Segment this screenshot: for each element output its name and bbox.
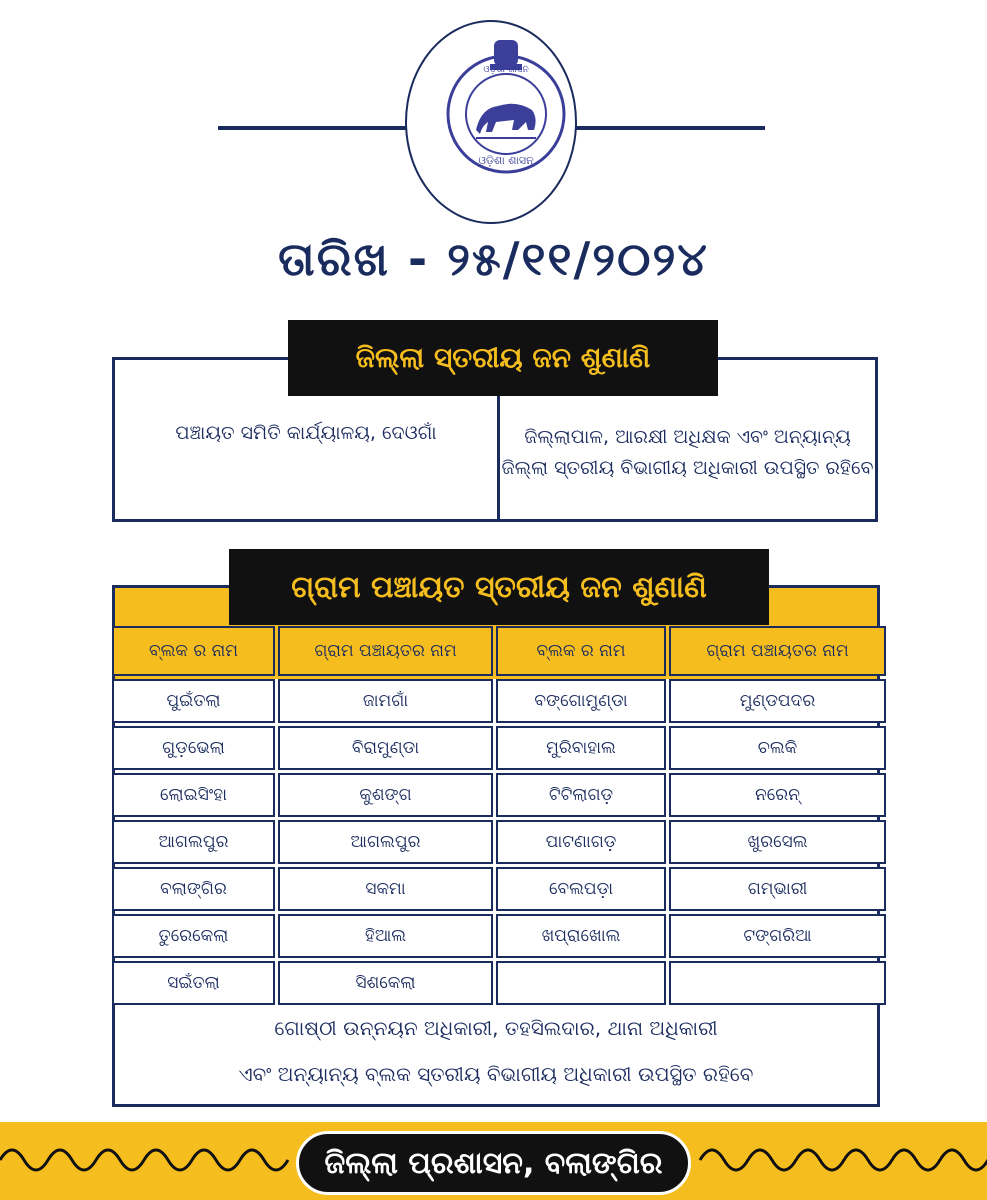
gp-hearing-note xyxy=(112,1005,880,1097)
svg-text:ଓଡ଼ିଶା ଶାସନ: ଓଡ଼ିଶା ଶାସନ xyxy=(478,154,534,167)
table-cell: ଖପ୍ରାଖୋଲ xyxy=(496,914,666,958)
column-header-block: ବ୍ଲକ ର ନାମ xyxy=(496,626,666,676)
table-cell: ସକମା xyxy=(278,867,493,911)
column-header-block: ବ୍ଲକ ର ନାମ xyxy=(112,626,275,676)
column-header-gp: ଗ୍ରାମ ପଞ୍ଚାୟତର ନାମ xyxy=(278,626,493,676)
district-hearing-venue: ପଞ୍ଚାୟତ ସମିତି କାର୍ଯ୍ୟାଳୟ, ଦେଓଗାଁ xyxy=(175,422,437,444)
table-cell: ତୁରେକେଲା xyxy=(112,914,275,958)
header-line-left xyxy=(218,126,418,130)
table-cell: ବଙ୍ଗୋମୁଣ୍ଡା xyxy=(496,679,666,723)
footer-label: ଜିଲ୍ଲା ପ୍ରଶାସନ, ବଲାଙ୍ଗିର xyxy=(296,1131,691,1195)
table-cell: ଆଗଲପୁର xyxy=(112,820,275,864)
table-cell: ଲୋଇସିଂହା xyxy=(112,773,275,817)
svg-text:ଓଡ଼ିଶା ଶାସନ: ଓଡ଼ିଶା ଶାସନ xyxy=(483,65,529,75)
table-cell: ଜାମଗାଁ xyxy=(278,679,493,723)
district-hearing-title: ଜିଲ୍ଲା ସ୍ତରୀୟ ଜନ ଶୁଣାଣି xyxy=(288,320,718,396)
table-cell: ଟିଟିଲାଗଡ଼ xyxy=(496,773,666,817)
table-cell: ବିରାମୁଣ୍ଡା xyxy=(278,726,493,770)
table-cell: ସିଶକେଲା xyxy=(278,961,493,1005)
table-cell xyxy=(496,961,666,1005)
gp-note-line-1: ଗୋଷ୍ଠୀ ଉନ୍ନୟନ ଅଧିକାରୀ, ତହସିଲଦାର, ଥାନା ଅଧିକାରୀ xyxy=(274,1016,718,1040)
odisha-emblem-icon xyxy=(436,38,576,178)
table-cell: ଚଲକି xyxy=(669,726,886,770)
table-cell: ବଲାଙ୍ଗିର xyxy=(112,867,275,911)
table-cell: ଖୁରସେଲ xyxy=(669,820,886,864)
table-cell: ଆଗଲପୁର xyxy=(278,820,493,864)
date-heading: ତାରିଖ - ୨୫/୧୧/୨୦୨୪ xyxy=(278,232,709,286)
table-cell: ପାଟଣାଗଡ଼ xyxy=(496,820,666,864)
table-cell: ଗମ୍ଭାରୀ xyxy=(669,867,886,911)
gp-note-line-2: ଏବଂ ଅନ୍ୟାନ୍ୟ ବ୍ଲକ ସ୍ତରୀୟ ବିଭାଗୀୟ ଅଧିକାରୀ ଉପସ୍ଥିତ ରହିବେ xyxy=(238,1062,754,1086)
district-hearing-attendees: ଜିଲ୍ଲାପାଳ, ଆରକ୍ଷୀ ଅଧିକ୍ଷକ ଏବଂ ଅନ୍ୟାନ୍ୟ ଜିଲ୍ଲା ସ୍ତରୀୟ ବିଭାଗୀୟ ଅଧିକାରୀ ଉପସ୍ଥିତ ରହିବେ xyxy=(501,426,874,479)
table-cell: ମୁରିବାହାଲ xyxy=(496,726,666,770)
gp-hearing-title: ଗ୍ରାମ ପଞ୍ଚାୟତ ସ୍ତରୀୟ ଜନ ଶୁଣାଣି xyxy=(229,549,769,625)
table-cell: ବେଲପଡ଼ା xyxy=(496,867,666,911)
table-cell: ସଇଁତଲା xyxy=(112,961,275,1005)
table-cell: ଟଙ୍ଗରିଆ xyxy=(669,914,886,958)
table-cell: ହିଆଲ xyxy=(278,914,493,958)
gp-table xyxy=(112,626,880,1005)
table-cell: ଗୁଡ଼ଭେଲା xyxy=(112,726,275,770)
table-cell xyxy=(669,961,886,1005)
table-cell: ପୁଇଁତଲା xyxy=(112,679,275,723)
table-cell: କୁଶଙ୍ଗ xyxy=(278,773,493,817)
header-line-right xyxy=(565,126,765,130)
table-cell: ମୁଣ୍ଡପଦର xyxy=(669,679,886,723)
table-cell: ନରେନ୍ xyxy=(669,773,886,817)
column-header-gp: ଗ୍ରାମ ପଞ୍ଚାୟତର ନାମ xyxy=(669,626,886,676)
